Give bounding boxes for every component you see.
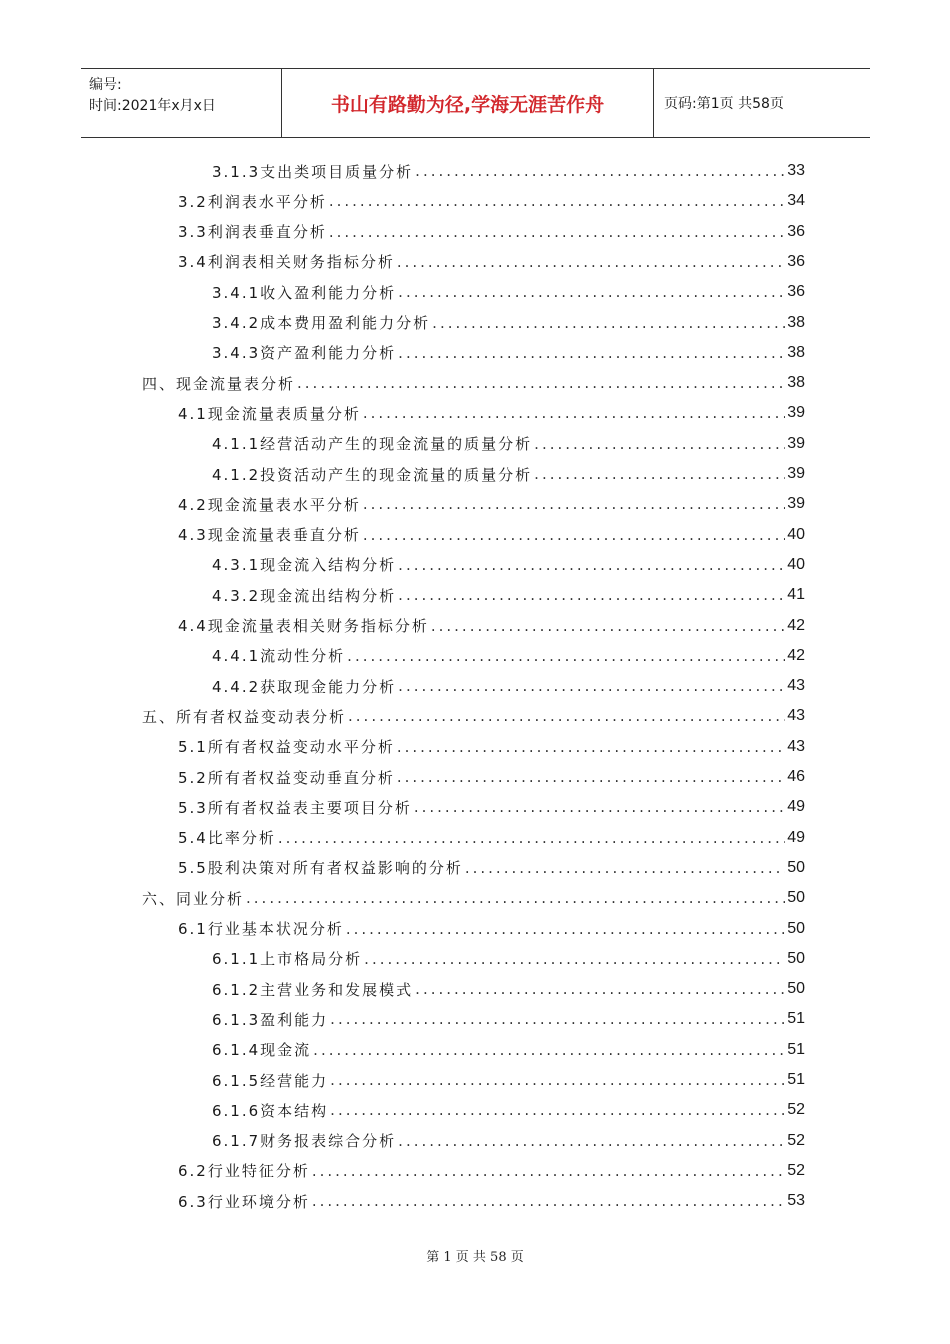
toc-entry-title: 6.1.7财务报表综合分析 bbox=[212, 1132, 397, 1151]
toc-leader-dots bbox=[397, 768, 785, 786]
header-motto: 书山有路勤为径,学海无涯苦作舟 bbox=[281, 69, 654, 137]
toc-entry-page: 39 bbox=[787, 434, 805, 452]
toc-leader-dots bbox=[330, 1071, 785, 1089]
toc-entry-title: 6.3行业环境分析 bbox=[178, 1192, 310, 1211]
toc-entry[interactable] bbox=[212, 1004, 805, 1034]
toc-entry-page: 52 bbox=[787, 1131, 805, 1149]
toc-entry-title: 4.3.2现金流出结构分析 bbox=[212, 586, 397, 605]
toc-entry-title: 3.2利润表水平分析 bbox=[178, 192, 327, 211]
toc-leader-dots bbox=[431, 617, 785, 635]
toc-entry[interactable] bbox=[212, 641, 805, 671]
toc-entry-title: 6.1.3盈利能力 bbox=[212, 1010, 329, 1029]
toc-leader-dots bbox=[398, 677, 785, 695]
toc-entry-page: 53 bbox=[787, 1192, 805, 1210]
toc-entry-title: 3.1.3支出类项目质量分析 bbox=[212, 162, 414, 181]
toc-entry[interactable] bbox=[178, 853, 805, 883]
toc-entry-page: 40 bbox=[787, 555, 805, 573]
toc-entry[interactable] bbox=[178, 792, 805, 822]
toc-entry-title: 6.1.4现金流 bbox=[212, 1041, 312, 1060]
toc-entry-title: 4.1.2投资活动产生的现金流量的质量分析 bbox=[212, 465, 533, 484]
toc-entry-page: 36 bbox=[787, 222, 805, 240]
toc-leader-dots bbox=[347, 647, 785, 665]
toc-entry-title: 3.4.3资产盈利能力分析 bbox=[212, 344, 397, 363]
toc-leader-dots bbox=[313, 1041, 785, 1059]
toc-leader-dots bbox=[432, 314, 785, 332]
toc-entry-page: 43 bbox=[787, 677, 805, 695]
toc-entry[interactable] bbox=[178, 217, 805, 247]
toc-entry[interactable] bbox=[212, 550, 805, 580]
toc-entry-page: 46 bbox=[787, 768, 805, 785]
toc-entry[interactable] bbox=[212, 974, 805, 1004]
toc-entry-page: 43 bbox=[787, 737, 805, 755]
toc-entry[interactable] bbox=[178, 914, 805, 944]
header-meta bbox=[81, 69, 281, 137]
toc-leader-dots bbox=[348, 707, 785, 725]
toc-entry-title: 6.1.5经营能力 bbox=[212, 1071, 329, 1090]
toc-entry-title: 4.1.1经营活动产生的现金流量的质量分析 bbox=[212, 435, 533, 454]
toc-entry[interactable] bbox=[212, 1095, 805, 1125]
toc-entry-title: 4.4现金流量表相关财务指标分析 bbox=[178, 617, 429, 635]
toc-entry-page: 34 bbox=[787, 192, 805, 210]
toc-entry-page: 50 bbox=[787, 889, 805, 907]
toc-entry-page: 39 bbox=[787, 404, 805, 422]
toc-entry-title: 3.3利润表垂直分析 bbox=[178, 223, 327, 242]
toc-leader-dots bbox=[346, 920, 785, 938]
toc-leader-dots bbox=[397, 253, 785, 271]
toc-entry-title: 4.3现金流量表垂直分析 bbox=[178, 526, 361, 545]
toc-entry-page: 41 bbox=[787, 586, 805, 604]
toc-entry-page: 38 bbox=[787, 313, 805, 331]
toc-leader-dots bbox=[278, 829, 785, 847]
toc-leader-dots bbox=[364, 950, 785, 968]
toc-entry[interactable] bbox=[142, 883, 805, 913]
page-header bbox=[81, 68, 870, 138]
toc-leader-dots bbox=[329, 223, 785, 241]
toc-entry-page: 39 bbox=[787, 465, 805, 482]
toc-entry-title: 6.1.1上市格局分析 bbox=[212, 950, 363, 969]
toc-leader-dots bbox=[398, 283, 785, 301]
toc-entry-page: 40 bbox=[787, 525, 805, 543]
toc-leader-dots bbox=[398, 586, 785, 604]
toc-entry[interactable] bbox=[178, 247, 805, 277]
toc-leader-dots bbox=[312, 1162, 785, 1180]
toc-leader-dots bbox=[465, 859, 785, 877]
toc-entry-page: 51 bbox=[787, 1010, 805, 1028]
toc-leader-dots bbox=[363, 495, 785, 513]
toc-entry-page: 38 bbox=[787, 374, 805, 392]
toc-entry[interactable] bbox=[212, 1126, 805, 1156]
toc-entry[interactable] bbox=[212, 580, 805, 610]
toc-entry[interactable] bbox=[212, 338, 805, 368]
toc-entry-page: 39 bbox=[787, 495, 805, 513]
toc-entry[interactable] bbox=[212, 1035, 805, 1065]
toc-entry-title: 五、所有者权益变动表分析 bbox=[142, 707, 347, 726]
toc-entry[interactable] bbox=[178, 186, 805, 216]
toc-leader-dots bbox=[415, 980, 785, 998]
toc-entry[interactable] bbox=[178, 1186, 805, 1216]
toc-entry-page: 52 bbox=[787, 1161, 805, 1179]
toc-entry-title: 6.1行业基本状况分析 bbox=[178, 920, 344, 938]
toc-entry[interactable] bbox=[178, 823, 805, 853]
toc-entry-page: 38 bbox=[787, 343, 805, 361]
toc-leader-dots bbox=[414, 798, 785, 816]
toc-entry-title: 4.1现金流量表质量分析 bbox=[178, 404, 361, 423]
toc-entry-page: 51 bbox=[787, 1040, 805, 1058]
toc-entry-page: 50 bbox=[787, 949, 805, 967]
toc-leader-dots bbox=[534, 435, 785, 453]
toc-entry-page: 52 bbox=[787, 1101, 805, 1119]
toc-leader-dots bbox=[397, 738, 785, 756]
toc-entry[interactable] bbox=[212, 156, 805, 186]
toc-leader-dots bbox=[297, 374, 785, 392]
toc-entry-title: 5.2所有者权益变动垂直分析 bbox=[178, 768, 395, 787]
toc-entry-page: 49 bbox=[787, 798, 805, 816]
toc-entry[interactable] bbox=[212, 671, 805, 701]
toc-leader-dots bbox=[312, 1192, 785, 1210]
toc-entry-title: 6.1.2主营业务和发展模式 bbox=[212, 980, 414, 999]
toc-entry[interactable] bbox=[178, 520, 805, 550]
header-page-info: 页码:第1页 共58页 bbox=[664, 96, 784, 112]
toc-entry[interactable] bbox=[178, 762, 805, 792]
toc-entry-page: 42 bbox=[787, 646, 805, 664]
toc-entry[interactable] bbox=[212, 459, 805, 489]
toc-entry-page: 42 bbox=[787, 616, 805, 634]
toc-entry-title: 6.2行业特征分析 bbox=[178, 1162, 310, 1181]
toc-entry[interactable] bbox=[142, 701, 805, 731]
toc-entry[interactable] bbox=[212, 1065, 805, 1095]
toc-entry-title: 3.4.1收入盈利能力分析 bbox=[212, 283, 397, 302]
time-label: 时间:2021年x月x日 bbox=[89, 98, 216, 114]
toc-entry-title: 5.1所有者权益变动水平分析 bbox=[178, 738, 395, 757]
toc-entry[interactable] bbox=[212, 277, 805, 307]
toc-leader-dots bbox=[246, 889, 785, 907]
toc-entry-page: 51 bbox=[787, 1071, 805, 1088]
toc-entry[interactable] bbox=[212, 308, 805, 338]
toc-leader-dots bbox=[534, 465, 785, 483]
toc-entry-title: 5.4比率分析 bbox=[178, 829, 276, 848]
toc-entry-title: 六、同业分析 bbox=[142, 889, 245, 908]
toc-entry-page: 50 bbox=[787, 980, 805, 998]
toc-leader-dots bbox=[415, 162, 785, 180]
toc-entry-page: 36 bbox=[787, 283, 805, 301]
toc-entry[interactable] bbox=[212, 944, 805, 974]
toc-leader-dots bbox=[363, 526, 785, 544]
toc-leader-dots bbox=[398, 1132, 785, 1150]
page-footer: 第 1 页 共 58 页 bbox=[426, 1250, 524, 1265]
toc-entry-title: 3.4利润表相关财务指标分析 bbox=[178, 253, 395, 272]
toc-entry[interactable] bbox=[178, 489, 805, 519]
toc-entry[interactable] bbox=[178, 732, 805, 762]
toc-entry-title: 6.1.6资本结构 bbox=[212, 1101, 329, 1120]
toc-entry-page: 50 bbox=[787, 858, 805, 876]
serial-label: 编号: bbox=[89, 77, 122, 93]
toc-entry-title: 4.3.1现金流入结构分析 bbox=[212, 556, 397, 575]
toc-entry-title: 4.4.1流动性分析 bbox=[212, 647, 346, 666]
toc-leader-dots bbox=[330, 1010, 785, 1028]
toc-leader-dots bbox=[329, 192, 785, 210]
toc-entry-title: 4.2现金流量表水平分析 bbox=[178, 495, 361, 514]
toc-entry-title: 3.4.2成本费用盈利能力分析 bbox=[212, 314, 431, 332]
toc-entry-title: 四、现金流量表分析 bbox=[142, 374, 296, 393]
toc-leader-dots bbox=[398, 556, 785, 574]
toc-entry-page: 50 bbox=[787, 919, 805, 937]
toc-entry-page: 33 bbox=[787, 162, 805, 179]
toc-leader-dots bbox=[330, 1101, 785, 1119]
toc-leader-dots bbox=[363, 404, 785, 422]
toc-entry-title: 5.5股利决策对所有者权益影响的分析 bbox=[178, 859, 463, 878]
toc-entry[interactable] bbox=[178, 398, 805, 428]
toc-entry[interactable] bbox=[178, 1156, 805, 1186]
toc-entry-page: 49 bbox=[787, 828, 805, 846]
toc-entry-title: 5.3所有者权益表主要项目分析 bbox=[178, 798, 412, 817]
toc-entry-page: 43 bbox=[787, 707, 805, 725]
toc-leader-dots bbox=[398, 344, 785, 362]
toc-entry[interactable] bbox=[178, 611, 805, 641]
toc-entry[interactable] bbox=[212, 429, 805, 459]
toc-entry[interactable] bbox=[142, 368, 805, 398]
toc-entry-page: 36 bbox=[787, 252, 805, 270]
toc-entry-title: 4.4.2获取现金能力分析 bbox=[212, 677, 397, 696]
